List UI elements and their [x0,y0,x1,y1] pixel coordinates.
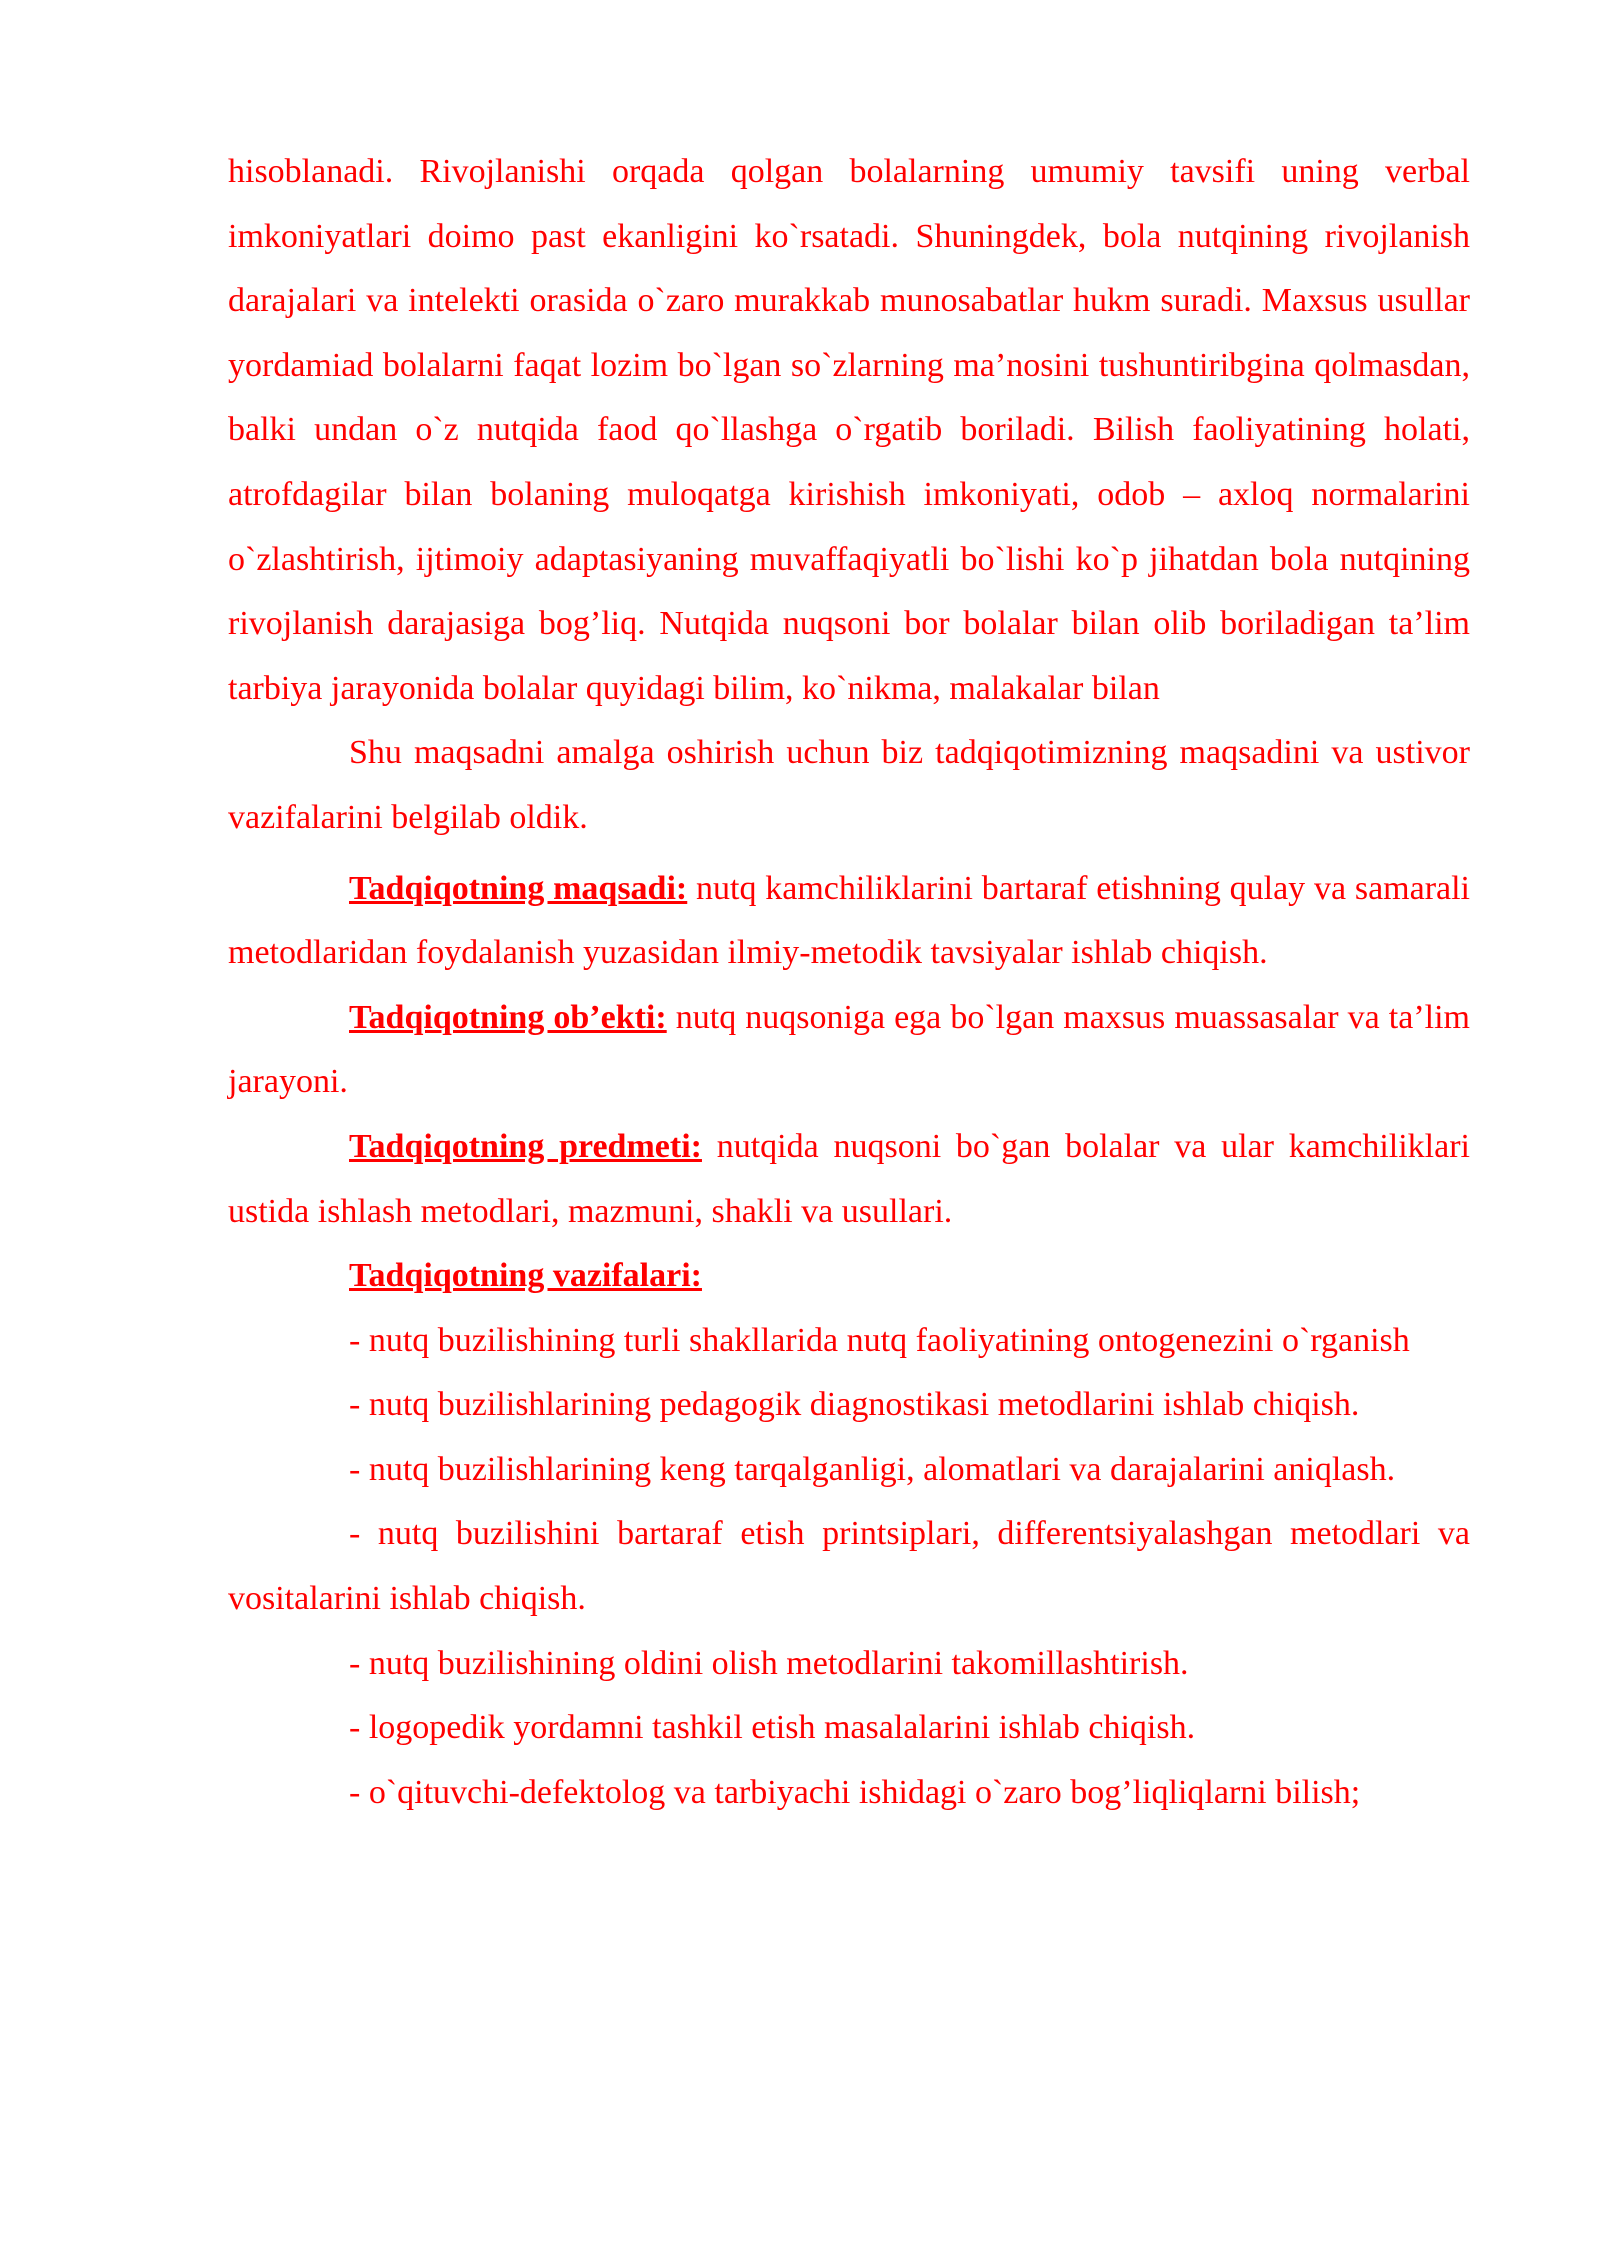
research-subject-text: nutqida nuqsoni bo`gan bolalar va ular kamchiliklari ustida ishlash metodlari, mazmuni, shakli va usullari. [228,1127,1470,1230]
research-object-heading: Tadqiqotning ob’ekti: [349,998,667,1036]
goal-intro-paragraph: Shu maqsadni amalga oshirish uchun biz tadqiqotimizning maqsadini va ustivor vazifalarini belgilab oldik. [228,734,1470,836]
research-goal-text: nutq kamchiliklarini bartaraf etishning qulay va samarali metodlaridan foydalanish yuzasidan ilmiy-metodik tavsiyalar ishlab chiqish. [228,869,1470,972]
task-item: - nutq buzilishining oldini olish metodlarini takomillashtirish. [349,1644,1189,1682]
research-subject-paragraph [228,1115,1470,1244]
document-page [228,140,1470,1825]
task-item: - o`qituvchi-defektolog va tarbiyachi ishidagi o`zaro bog’liqliqlarni bilish; [349,1773,1361,1811]
research-tasks-heading: Tadqiqotning vazifalari: [349,1257,702,1295]
task-item: - nutq buzilishining turli shakllarida nutq faoliyatining ontogenezini o`rganish [349,1321,1410,1359]
task-item: - nutq buzilishlarining pedagogik diagnostikasi metodlarini ishlab chiqish. [349,1386,1360,1424]
task-item: - nutq buzilishlarining keng tarqalganligi, alomatlari va darajalarini aniqlash. [349,1450,1396,1488]
task-item: - logopedik yordamni tashkil etish masalalarini ishlab chiqish. [349,1709,1196,1747]
research-object-text: nutq nuqsoniga ega bo`lgan maxsus muassasalar va ta’lim jarayoni. [228,998,1470,1101]
intro-paragraph: hisoblanadi. Rivojlanishi orqada qolgan bolalarning umumiy tavsifi uning verbal imkoniyatlari doimo past ekanligini ko`rsatadi. Shuningdek, bola nutqining rivojlanish darajalari va intelekti orasida o`zaro murakkab munosabatlar hukm suradi. Maxsus usullar yordamiad bolalarni faqat lozim bo`lgan so`zlarning ma’nosini tushuntiribgina qolmasdan, balki undan o`z nutqida faod qo`llashga o`rgatib boriladi. Bilish faoliyatining holati, atrofdagilar bilan bolaning muloqatga kirishish imkoniyati, odob – axloq normalarini o`zlashtirish, ijtimoiy adaptasiyaning muvaffaqiyatli bo`lishi ko`p jihatdan bola nutqining rivojlanish darajasiga bog’liq. Nutqida nuqsoni bor bolalar bilan olib boriladigan ta’lim tarbiya jarayonida bolalar quyidagi bilim, ko`nikma, malakalar bilan [228,153,1470,707]
research-subject-heading: Tadqiqotning predmeti: [349,1127,702,1165]
research-goal-heading: Tadqiqotning maqsadi: [349,869,688,907]
research-goal-paragraph [228,857,1470,986]
research-tasks-heading-paragraph [228,1244,1470,1309]
task-item: - nutq buzilishini bartaraf etish printsiplari, differentsiyalashgan metodlari va vositalarini ishlab chiqish. [228,1515,1470,1618]
research-object-paragraph [228,986,1470,1115]
